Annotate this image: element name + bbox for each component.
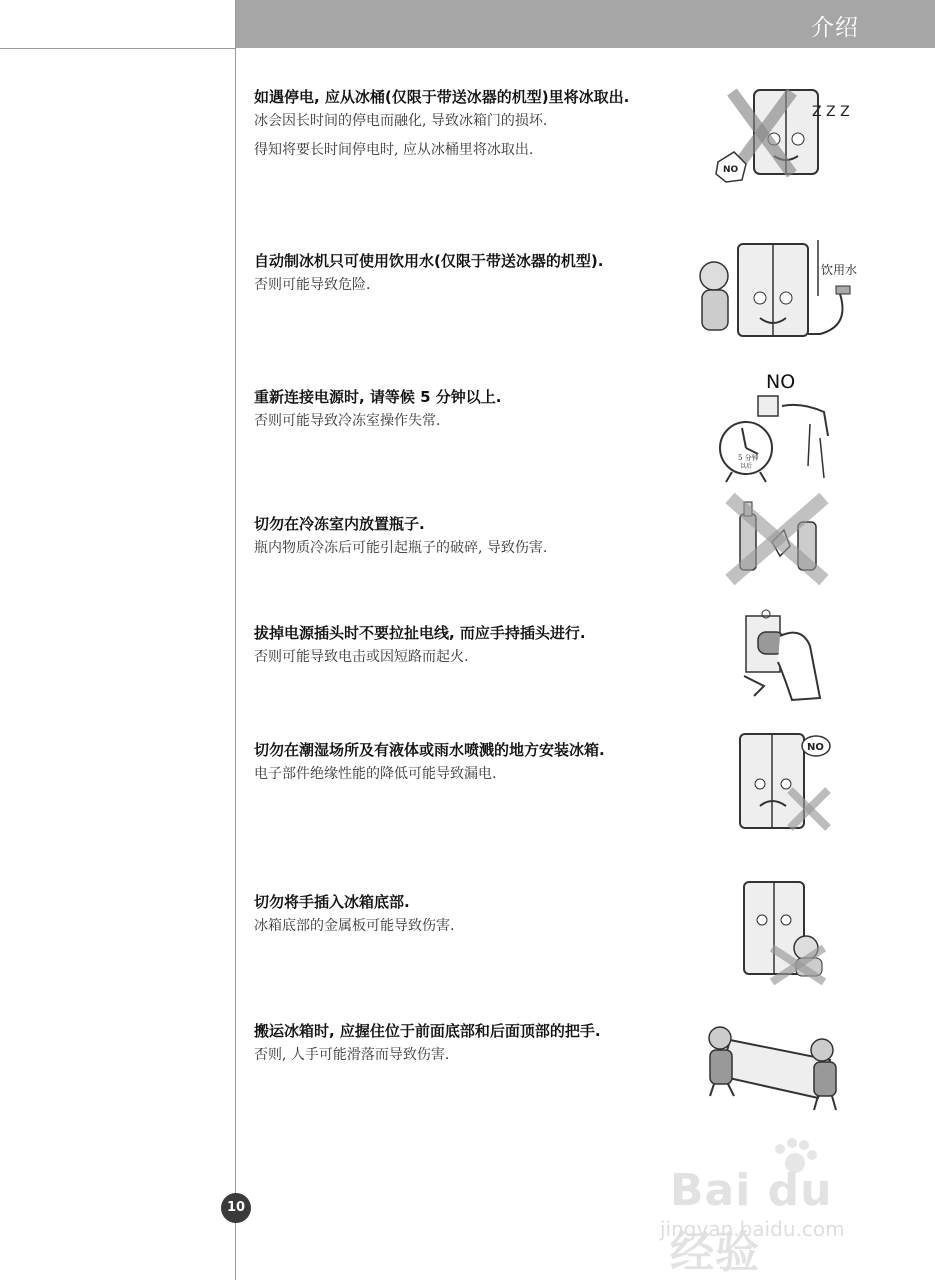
warning-item-drinking-water [254, 251, 694, 300]
warning-item-hands-under [254, 892, 694, 941]
warning-title: 如遇停电, 应从冰桶(仅限于带送冰器的机型)里将冰取出. [254, 88, 630, 106]
clock-text: 5 分钟 [738, 454, 759, 462]
hands-under-illustration [728, 870, 838, 985]
warning-description-line: 得知将要长时间停电时, 应从冰桶里将冰取出. [254, 142, 534, 158]
warning-title: 切勿在冷冻室内放置瓶子. [254, 515, 425, 533]
warning-description-line: 否则可能导致冷冻室操作失常. [254, 413, 441, 429]
warning-title: 切勿将手插入冰箱底部. [254, 893, 410, 911]
warning-description-line: 瓶内物质冷冻后可能引起瓶子的破碎, 导致伤害. [254, 540, 548, 556]
bottles-illustration [720, 492, 840, 588]
watermark-url: jingyan.baidu.com [660, 1217, 845, 1241]
no-label: NO [766, 371, 796, 393]
baidu-watermark [660, 1135, 890, 1278]
clock-text: 以后 [740, 463, 753, 470]
warning-title: 拔掉电源插头时不要拉扯电线, 而应手持插头进行. [254, 624, 586, 642]
wait-five-minutes-illustration [712, 366, 842, 486]
warning-title: 切勿在潮湿场所及有液体或雨水喷溅的地方安装冰箱. [254, 741, 605, 759]
warning-description-line: 否则, 人手可能滑落而导致伤害. [254, 1047, 450, 1063]
warning-title: 重新连接电源时, 请等候 5 分钟以上. [254, 388, 502, 406]
warning-description-line: 冰箱底部的金属板可能导致伤害. [254, 918, 455, 934]
page-number: 10 [221, 1193, 251, 1223]
warning-item-power-outage [254, 87, 694, 165]
warning-title: 自动制冰机只可使用饮用水(仅限于带送冰器的机型). [254, 252, 604, 270]
unplug-illustration [740, 606, 830, 706]
drinking-water-label: 饮用水 [821, 263, 858, 277]
warning-title: 搬运冰箱时, 应握住位于前面底部和后面顶部的把手. [254, 1022, 601, 1040]
warning-description-line: 否则可能导致电击或因短路而起火. [254, 649, 469, 665]
drinking-water-illustration [690, 236, 870, 346]
warning-item-reconnect-power [254, 387, 694, 436]
header-bar [236, 0, 935, 48]
left-margin-divider [235, 0, 236, 1280]
sleep-label: Z Z Z [812, 104, 850, 120]
no-label: NO [807, 742, 824, 753]
wet-location-illustration [716, 724, 846, 834]
warning-item-moving [254, 1021, 694, 1070]
warning-description-line: 冰会因长时间的停电而融化, 导致冰箱门的损坏. [254, 113, 548, 129]
section-title: 介绍 [811, 15, 859, 41]
power-outage-illustration [712, 84, 852, 194]
warning-description-line: 电子部件绝缘性能的降低可能导致漏电. [254, 766, 497, 782]
warning-item-unplug [254, 623, 694, 672]
no-label: NO [723, 165, 739, 175]
warning-item-bottles [254, 514, 694, 563]
moving-illustration [690, 1010, 850, 1120]
warning-description-line: 否则可能导致危险. [254, 277, 371, 293]
top-left-divider [0, 48, 236, 49]
warning-item-wet-location [254, 740, 694, 789]
watermark-logo: Bai du 经验 [670, 1165, 833, 1278]
